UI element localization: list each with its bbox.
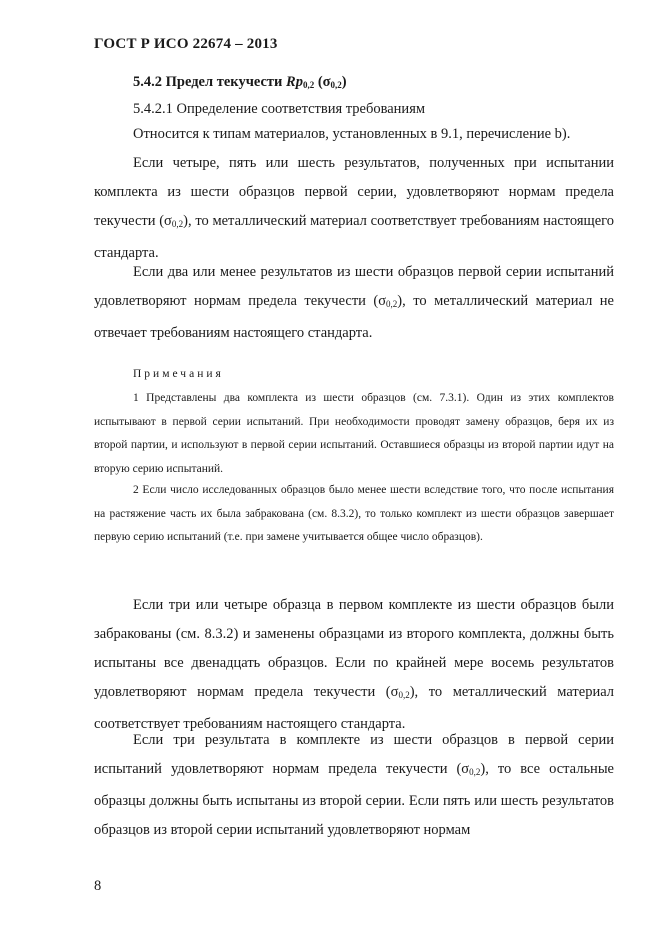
sigma-subscript: 0,2: [398, 690, 410, 700]
section-symbol-subscript: 0,2: [302, 80, 315, 90]
section-title-prefix: 5.4.2 Предел текучести: [133, 74, 287, 90]
paragraph-text: ), то металлический материал соответствует требованиям настоящего стандарта.: [94, 684, 614, 732]
sigma-subscript: 0,2: [386, 299, 398, 309]
section-sigma-open: (σ: [314, 74, 331, 90]
paragraph-text: ), то все остальные образцы должны быть испытаны из второй серии. Если пять или шесть результатов образцов из второй серии испытаний удовлетворяют нормам: [94, 761, 614, 838]
paragraph-text: Если два или менее результатов из шести образцов первой серии испытаний удовлетворяют нормам предела текучести (σ: [94, 264, 614, 309]
notes-heading: Примечания: [133, 368, 224, 380]
document-header: ГОСТ Р ИСО 22674 – 2013: [94, 36, 278, 52]
paragraph-text: ), то металлический материал соответствует требованиям настоящего стандарта.: [94, 213, 614, 261]
paragraph-four-to-six-results: [94, 149, 614, 268]
paragraph-text: Если три результата в комплекте из шести образцов в первой серии испытаний удовлетворяют нормам предела текучести (σ: [94, 732, 614, 777]
paragraph-three-results: [94, 726, 614, 845]
note-2: 2 Если число исследованных образцов было менее шести вследствие того, что после испытания на растяжение часть их была забракована (см. 8.3.2), то только комплект из шести образцов завершает первую серию испытаний (т.е. при замене учитывается общее число образцов).: [94, 484, 614, 543]
note-1: 1 Представлены два комплекта из шести образцов (см. 7.3.1). Один из этих комплектов испытывают в первой серии испытаний. При необходимости проводят замену образцов, беря их из второй партии, и используют в первой серии испытаний. Оставшиеся образцы из второй партии идут на вторую серию испытаний.: [94, 392, 614, 475]
paragraph-two-or-less-results: [94, 258, 614, 348]
paragraph-text: Если четыре, пять или шесть результатов, полученных при испытании комплекта из шести образцов первой серии, удовлетворяют нормам предела текучести (σ: [94, 155, 614, 229]
page-number: 8: [94, 878, 102, 894]
paragraph-text: ), то металлический материал не отвечает требованиям настоящего стандарта.: [94, 293, 614, 341]
section-sigma-close: ): [341, 74, 347, 90]
paragraph-three-or-four-rejected: [94, 591, 614, 739]
subsection-title: 5.4.2.1 Определение соответствия требованиям: [133, 101, 426, 117]
section-sigma-subscript: 0,2: [330, 80, 342, 90]
paragraph-applicability: Относится к типам материалов, установленных в 9.1, перечисление b).: [133, 126, 571, 142]
section-title: [133, 74, 347, 91]
section-symbol: Rp: [286, 74, 303, 90]
paragraph-text: Если три или четыре образца в первом комплекте из шести образцов были забракованы (см. 8.3.2) и заменены образцами из второго комплекта, должны быть испытаны все двенадцать образцов. Если по крайней мере восемь результатов удовлетворяют нормам предела текучести (σ: [94, 597, 614, 700]
sigma-subscript: 0,2: [469, 767, 481, 777]
sigma-subscript: 0,2: [171, 219, 184, 229]
